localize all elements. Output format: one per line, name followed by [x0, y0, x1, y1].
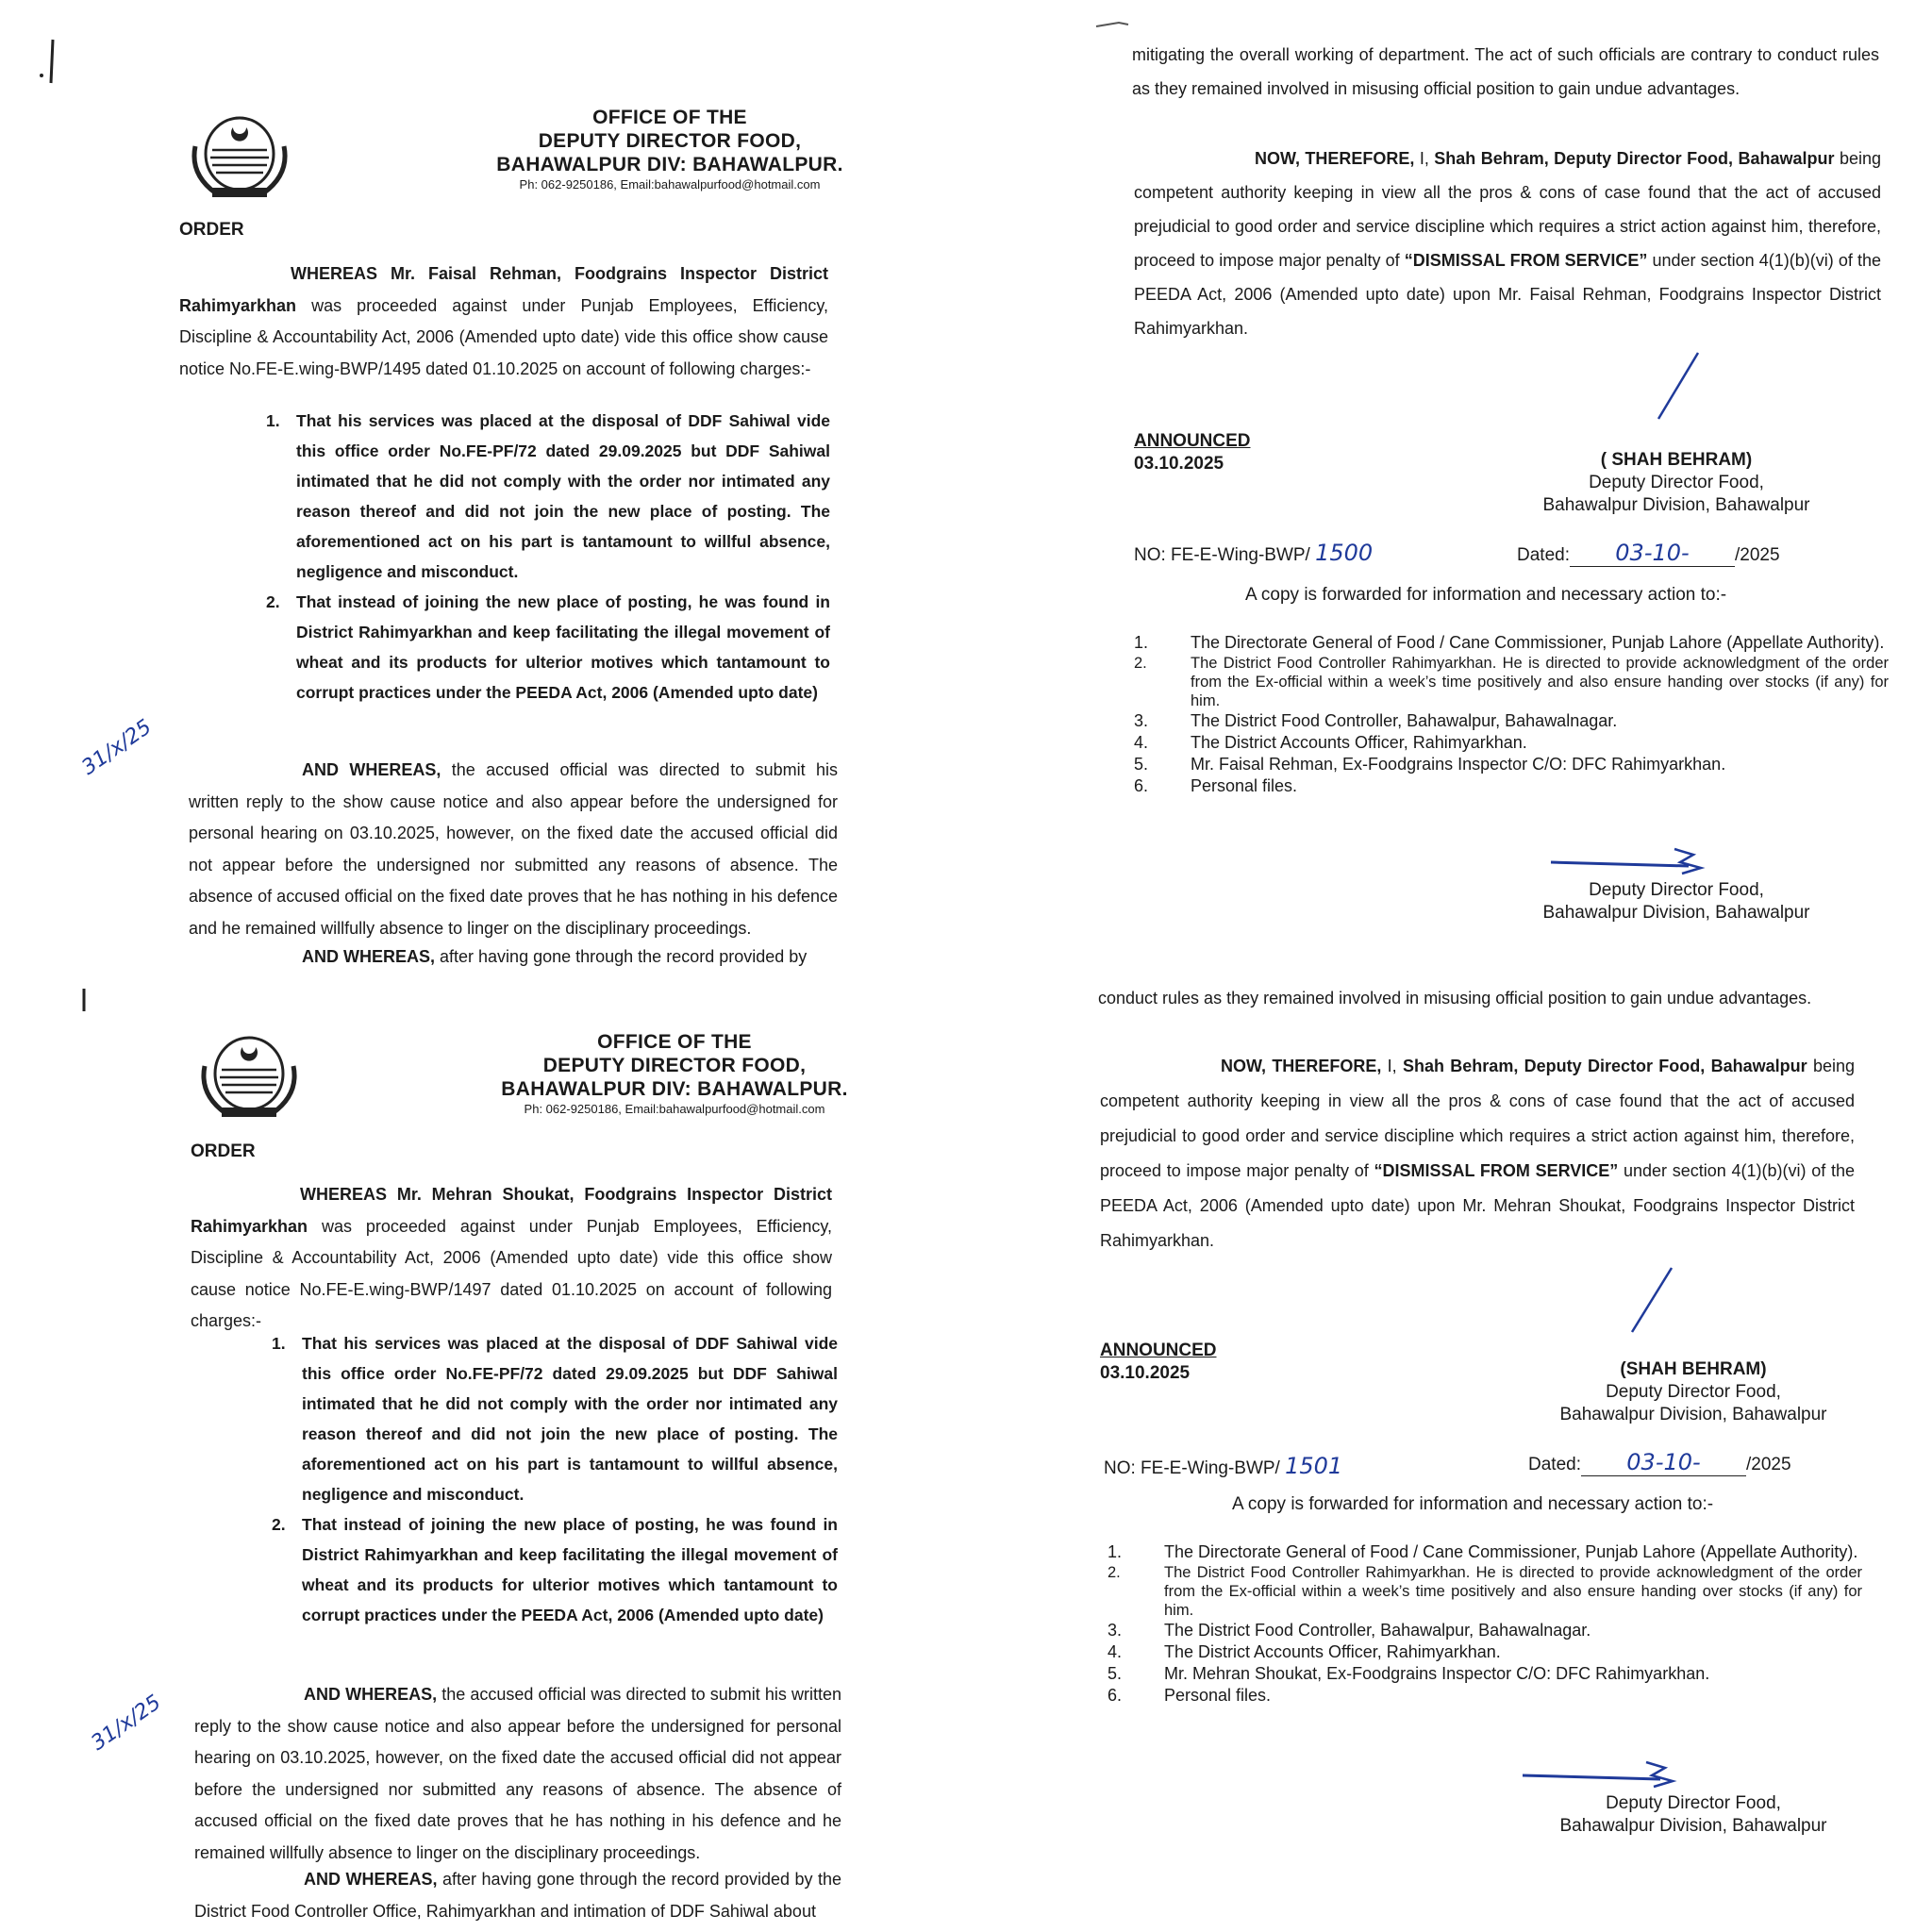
distribution-list — [1134, 632, 1889, 797]
continuation-top-paragraph: mitigating the overall working of department. The act of such officials are contrary to conduct rules as they remained involved in misusing official position to gain undue advantages. — [1132, 45, 1879, 98]
announced-block — [1134, 430, 1251, 475]
order-page-mehran-shoukat — [0, 981, 972, 1932]
and-whereas-label: AND WHEREAS, — [304, 1685, 438, 1704]
now-therefore-i: I, — [1414, 149, 1435, 168]
dispatch-number-label: NO: FE-E-Wing-BWP/ — [1134, 545, 1310, 565]
announced-date: 03.10.2025 — [1134, 454, 1224, 474]
charge-item — [266, 406, 830, 587]
dated-year: /2025 — [1734, 545, 1780, 565]
signatory-title: Deputy Director Food, — [1606, 1382, 1781, 1402]
signatory-division: Bahawalpur Division, Bahawalpur — [1559, 1405, 1827, 1424]
announced-block — [1100, 1340, 1217, 1385]
now-therefore-i: I, — [1381, 1057, 1403, 1075]
distribution-number: 4. — [1134, 733, 1149, 752]
signature-scribble — [1519, 1753, 1707, 1790]
distribution-text: Personal files. — [1164, 1686, 1272, 1705]
and-whereas-text: the accused official was directed to submit his written reply to the show cause notice and also appear before the undersigned for personal hearing on 03.10.2025, however, on the fixed date the accused official did not appear before the undersigned nor submitted any reasons of absence. The absence of accused official on the fixed date proves that he has nothing in his defence and he remained willfully absence to linger on the disciplinary proceedings. — [189, 760, 838, 938]
signature-block — [1538, 1358, 1849, 1426]
distribution-item — [1108, 1641, 1862, 1663]
dispatch-number-label: NO: FE-E-Wing-BWP/ — [1104, 1458, 1280, 1478]
charge-text: That his services was placed at the disposal of DDF Sahiwal vide this office order No.FE-PF/72 dated 29.09.2025 but DDF Sahiwal intimated that he did not comply with the order nor intimated any reason thereof and did not join the new place of posting. The aforementioned act on his part is tantamount to willful absence, negligence and misconduct. — [296, 411, 830, 581]
margin-mark — [36, 36, 64, 92]
and-whereas-cut-paragraph — [189, 941, 838, 972]
distribution-item — [1108, 1620, 1862, 1641]
footer-division: Bahawalpur Division, Bahawalpur — [1559, 1816, 1827, 1836]
dispatch-number — [1134, 540, 1373, 566]
accused-name-line: Mr. Mehran Shoukat, Foodgrains Inspector District — [387, 1185, 832, 1204]
and-whereas-cut-text: after having gone through the record provided by — [435, 947, 808, 966]
order-heading: ORDER — [191, 1141, 256, 1161]
distribution-text: The District Accounts Officer, Rahimyarkhan. — [1164, 1642, 1501, 1661]
distribution-number: 4. — [1108, 1642, 1123, 1661]
footer-division: Bahawalpur Division, Bahawalpur — [1542, 903, 1810, 923]
whereas-label: WHEREAS — [291, 264, 378, 283]
and-whereas-cut-text: after having gone through the record provided by — [437, 1870, 813, 1889]
whereas-body: was proceeded against under Punjab Employees, Efficiency, Discipline & Accountability Act, 2006 (Amended upto date) vide this office show cause notice No.FE-E.wing-BWP/1497 dated 01.10.2025 on account of following charges:- — [191, 1216, 832, 1330]
header-line-1: OFFICE OF THE — [592, 107, 747, 128]
distribution-number: 2. — [1108, 1564, 1121, 1581]
distribution-text: Personal files. — [1191, 776, 1298, 795]
charge-number: 1. — [266, 411, 280, 430]
distribution-text: Mr. Faisal Rehman, Ex-Foodgrains Inspector C/O: DFC Rahimyarkhan. — [1191, 755, 1726, 774]
whereas-label: WHEREAS — [300, 1185, 388, 1204]
distribution-item — [1134, 775, 1889, 797]
announced-label: ANNOUNCED — [1100, 1341, 1217, 1360]
and-whereas-cut-line-2: the District Food Controller Office, Rahimyarkhan and intimation of DDF Sahiwal about — [194, 1870, 841, 1921]
handwritten-date-stamp: 31/x/25 — [77, 715, 157, 780]
footer-title: Deputy Director Food, — [1606, 1793, 1781, 1813]
dispatch-number — [1104, 1453, 1342, 1479]
district-name: Rahimyarkhan — [179, 295, 297, 315]
distribution-number: 5. — [1134, 755, 1149, 774]
distribution-text: The District Accounts Officer, Rahimyarkhan. — [1191, 733, 1527, 752]
header-contact: Ph: 062-9250186, Email:bahawalpurfood@hotmail.com — [519, 177, 821, 192]
and-whereas-label: AND WHEREAS, — [302, 947, 436, 966]
now-therefore-paragraph — [1134, 142, 1881, 345]
distribution-number: 6. — [1134, 776, 1149, 795]
distribution-number: 2. — [1134, 655, 1147, 672]
distribution-item — [1134, 654, 1889, 710]
distribution-number: 3. — [1108, 1621, 1123, 1640]
charge-item — [272, 1509, 838, 1630]
distribution-text: The District Food Controller Rahimyarkhan. He is directed to provide acknowledgment of the order from the Ex-official within a week’s time positively and also ensure handing over stocks (if any) for him. — [1191, 655, 1889, 709]
distribution-text: The Directorate General of Food / Cane Commissioner, Punjab Lahore (Appellate Authority). — [1164, 1542, 1858, 1561]
charge-number: 1. — [272, 1334, 286, 1353]
scan-mark — [1094, 19, 1141, 38]
district-name: Rahimyarkhan — [191, 1216, 308, 1236]
order-continuation-faisal-rehman — [1094, 0, 1932, 972]
distribution-text: The Directorate General of Food / Cane Commissioner, Punjab Lahore (Appellate Authority). — [1191, 633, 1885, 652]
office-header — [486, 106, 854, 193]
distribution-item — [1108, 1685, 1862, 1707]
footer-signature — [1521, 879, 1832, 924]
order-page-faisal-rehman — [0, 0, 972, 972]
signature-stroke — [1651, 349, 1707, 425]
signatory-title: Deputy Director Food, — [1589, 473, 1764, 492]
distribution-text: The District Food Controller Rahimyarkhan. He is directed to provide acknowledgment of the order from the Ex-official within a week’s time positively and also ensure handing over stocks (if any) for him. — [1164, 1564, 1862, 1619]
distribution-text: The District Food Controller, Bahawalpur, Bahawalnagar. — [1191, 711, 1618, 730]
now-therefore-tail: under section 4(1)(b)(vi) of the PEEDA Act, 2006 (Amended upto date) upon Mr. Faisal Rehman, Foodgrains Inspector District Rahimyarkhan. — [1134, 251, 1882, 338]
dispatch-number-handwritten: 1501 — [1285, 1453, 1343, 1479]
office-header — [491, 1030, 858, 1118]
header-contact: Ph: 062-9250186, Email:bahawalpurfood@hotmail.com — [524, 1102, 825, 1116]
distribution-text: Mr. Mehran Shoukat, Ex-Foodgrains Inspector C/O: DFC Rahimyarkhan. — [1164, 1664, 1710, 1683]
charge-number: 2. — [272, 1515, 286, 1534]
dated-year: /2025 — [1745, 1455, 1791, 1474]
order-heading: ORDER — [179, 220, 244, 240]
distribution-item — [1134, 710, 1889, 732]
now-therefore-label: NOW, THEREFORE, — [1255, 149, 1415, 168]
and-whereas-label: AND WHEREAS, — [304, 1870, 438, 1889]
now-therefore-tail: under section 4(1)(b)(vi) of the PEEDA Act, 2006 (Amended upto date) upon Mr. Mehran Shoukat, Foodgrains Inspector District Rahimyarkhan. — [1100, 1161, 1856, 1250]
dated-label: Dated: — [1517, 545, 1570, 565]
punjab-emblem-logo — [184, 108, 295, 203]
continuation-top-paragraph: conduct rules as they remained involved in misusing official position to gain undue advantages. — [1098, 989, 1812, 1008]
signature-block — [1521, 449, 1832, 517]
whereas-paragraph — [179, 258, 828, 385]
signature-stroke — [1623, 1264, 1679, 1340]
distribution-number: 3. — [1134, 711, 1149, 730]
now-therefore-body: being competent authority keeping in view all the pros & cons of case found that the act of accused prejudicial to good order and service discipline which requires a strict action against him, therefore, proceed to impose major penalty of — [1134, 149, 1881, 270]
authority-name: Shah Behram, Deputy Director Food, Bahawalpur — [1434, 149, 1835, 168]
forward-note: A copy is forwarded for information and necessary action to:- — [1232, 1494, 1714, 1514]
penalty-text: “DISMISSAL FROM SERVICE” — [1404, 251, 1648, 270]
charges-list — [272, 1328, 838, 1630]
and-whereas-paragraph — [189, 755, 838, 944]
distribution-number: 5. — [1108, 1664, 1123, 1683]
now-therefore-body: being competent authority keeping in view all the pros & cons of case found that the act of accused prejudicial to good order and service discipline which requires a strict action against him, therefore, proceed to impose major penalty of — [1100, 1057, 1855, 1180]
dated-label: Dated: — [1528, 1455, 1581, 1474]
dated-handwritten: 03-10- — [1570, 540, 1735, 567]
distribution-number: 1. — [1134, 633, 1149, 652]
header-line-3: BAHAWALPUR DIV: BAHAWALPUR. — [496, 154, 843, 175]
footer-signature — [1538, 1792, 1849, 1838]
forward-note: A copy is forwarded for information and necessary action to:- — [1245, 585, 1727, 605]
distribution-list — [1108, 1541, 1862, 1707]
header-line-2: DEPUTY DIRECTOR FOOD, — [538, 130, 802, 152]
header-line-2: DEPUTY DIRECTOR FOOD, — [542, 1055, 807, 1076]
now-therefore-label: NOW, THEREFORE, — [1221, 1057, 1382, 1075]
whereas-paragraph — [191, 1179, 832, 1338]
accused-name-line: Mr. Faisal Rehman, Foodgrains Inspector District — [377, 264, 828, 283]
distribution-text: The District Food Controller, Bahawalpur, Bahawalnagar. — [1164, 1621, 1591, 1640]
charge-text: That instead of joining the new place of posting, he was found in District Rahimyarkhan and keep facilitating the illegal movement of wheat and its products for ulterior motives which tantamount to corrupt practices under the PEEDA Act, 2006 (Amended upto date) — [302, 1515, 838, 1624]
charge-item — [266, 587, 830, 708]
dated-handwritten: 03-10- — [1581, 1449, 1746, 1476]
and-whereas-text: the accused official was directed to submit his written reply to the show cause notice and also appear before the undersigned for personal hearing on 03.10.2025, however, on the fixed date the accused official did not appear before the undersigned nor submitted any reasons of absence. The absence of accused official on the fixed date proves that he has nothing in his defence and he remained willfully absence to linger on the disciplinary proceedings. — [194, 1685, 841, 1862]
dispatch-date — [1517, 540, 1780, 567]
signatory-division: Bahawalpur Division, Bahawalpur — [1542, 495, 1810, 515]
header-line-1: OFFICE OF THE — [597, 1031, 752, 1053]
penalty-text: “DISMISSAL FROM SERVICE” — [1374, 1161, 1619, 1180]
and-whereas-cut-paragraph — [194, 1864, 841, 1927]
charge-text: That his services was placed at the disposal of DDF Sahiwal vide this office order No.FE-PF/72 dated 29.09.2025 but DDF Sahiwal intimated that he did not comply with the order nor intimated any reason thereof and did not join the new place of posting. The aforementioned act on his part is tantamount to willful absence, negligence and misconduct. — [302, 1334, 838, 1504]
distribution-number: 1. — [1108, 1542, 1123, 1561]
header-line-3: BAHAWALPUR DIV: BAHAWALPUR. — [501, 1078, 848, 1100]
and-whereas-paragraph — [194, 1679, 841, 1869]
dispatch-number-handwritten: 1500 — [1315, 540, 1374, 566]
distribution-item — [1108, 1541, 1862, 1563]
announced-label: ANNOUNCED — [1134, 431, 1251, 451]
distribution-item — [1134, 754, 1889, 775]
handwritten-date-stamp: 31/x/25 — [87, 1690, 166, 1756]
dispatch-date — [1528, 1449, 1791, 1476]
whereas-body: was proceeded against under Punjab Employees, Efficiency, Discipline & Accountability Act, 2006 (Amended upto date) vide this office show cause notice No.FE-E.wing-BWP/1495 dated 01.10.2025 on account of following charges:- — [179, 295, 828, 378]
margin-mark — [79, 987, 89, 1015]
signature-scribble — [1547, 840, 1736, 877]
charge-item — [272, 1328, 838, 1509]
signatory-name: ( SHAH BEHRAM) — [1600, 450, 1753, 470]
distribution-item — [1134, 632, 1889, 654]
distribution-item — [1108, 1663, 1862, 1685]
footer-title: Deputy Director Food, — [1589, 880, 1764, 900]
distribution-item — [1134, 732, 1889, 754]
announced-date: 03.10.2025 — [1100, 1363, 1191, 1383]
distribution-item — [1108, 1563, 1862, 1620]
distribution-number: 6. — [1108, 1686, 1123, 1705]
signatory-name: (SHAH BEHRAM) — [1620, 1359, 1767, 1379]
charge-number: 2. — [266, 592, 280, 611]
authority-name: Shah Behram, Deputy Director Food, Bahawalpur — [1402, 1057, 1807, 1075]
charge-text: That instead of joining the new place of posting, he was found in District Rahimyarkhan and keep facilitating the illegal movement of wheat and its products for ulterior motives which tantamount to corrupt practices under the PEEDA Act, 2006 (Amended upto date) — [296, 592, 830, 702]
order-continuation-mehran-shoukat — [1066, 981, 1932, 1932]
punjab-emblem-logo — [193, 1028, 305, 1123]
and-whereas-label: AND WHEREAS, — [302, 760, 441, 779]
now-therefore-paragraph — [1100, 1049, 1855, 1258]
charges-list — [266, 406, 830, 708]
